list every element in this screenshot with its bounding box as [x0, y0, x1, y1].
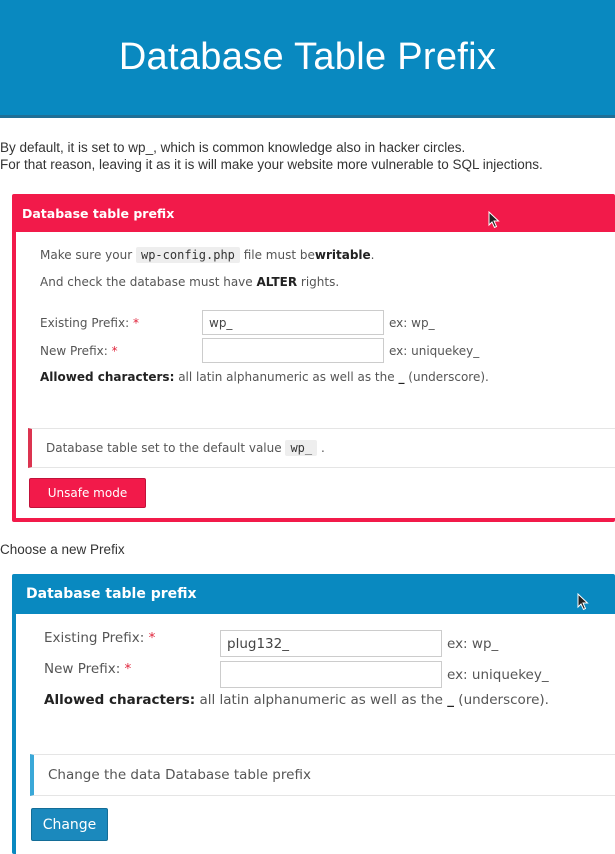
intro-text — [0, 139, 615, 173]
note-text: And check the database must have — [40, 275, 253, 289]
alert-code: wp_ — [285, 440, 317, 456]
intro-line-2: For that reason, leaving it as it is will make your website more vulnerable to SQL injections. — [0, 157, 543, 172]
label-text: Existing Prefix: — [44, 630, 145, 646]
unsafe-prefix-panel — [12, 194, 615, 522]
required-mark: * — [132, 316, 139, 330]
config-file-code: wp-config.php — [136, 247, 240, 263]
panel-header — [12, 194, 615, 232]
note-text: Make sure your — [40, 248, 133, 262]
change-button[interactable]: Change — [31, 808, 108, 841]
choose-prefix-caption: Choose a new Prefix — [0, 542, 125, 557]
underscore-char: _ — [398, 370, 405, 384]
existing-prefix-hint: ex: wp_ — [447, 636, 499, 652]
panel-title: Database table prefix — [22, 205, 175, 221]
existing-prefix-hint: ex: wp_ — [389, 316, 435, 330]
existing-prefix-label — [44, 630, 155, 646]
mouse-pointer-icon — [488, 211, 500, 229]
writable-note — [40, 248, 375, 262]
page-banner — [0, 0, 615, 118]
panel-title: Database table prefix — [26, 586, 197, 602]
allowed-text: all latin alphanumeric as well as the — [178, 370, 395, 384]
allowed-bold: Allowed characters: — [44, 692, 196, 708]
allowed-characters-note — [40, 370, 489, 384]
new-prefix-input[interactable] — [202, 338, 384, 363]
alter-note — [40, 275, 339, 289]
allowed-characters-note — [44, 692, 549, 708]
label-text: New Prefix: — [40, 344, 108, 358]
unsafe-mode-button[interactable]: Unsafe mode — [29, 478, 146, 508]
allowed-text: all latin alphanumeric as well as the — [199, 692, 443, 708]
required-mark: * — [124, 661, 132, 677]
existing-prefix-input[interactable]: plug132_ — [220, 630, 442, 657]
new-prefix-label — [44, 661, 131, 677]
note-text: rights. — [300, 275, 340, 289]
alert-message: Change the data Database table prefix — [48, 767, 311, 783]
note-text: file must be — [243, 248, 315, 262]
new-prefix-hint: ex: uniquekey_ — [389, 344, 480, 358]
alert-text: . — [320, 441, 325, 455]
panel-body — [16, 614, 615, 854]
new-prefix-input[interactable] — [220, 661, 442, 688]
note-bold: ALTER — [256, 275, 298, 289]
default-prefix-alert — [28, 428, 615, 468]
note-bold: writable — [314, 248, 371, 262]
mouse-pointer-icon — [577, 593, 589, 611]
required-mark: * — [148, 630, 156, 646]
label-text: New Prefix: — [44, 661, 121, 677]
intro-line-1: By default, it is set to wp_, which is common knowledge also in hacker circles. — [0, 140, 466, 155]
panel-body — [16, 232, 615, 518]
allowed-text: (underscore). — [458, 692, 549, 708]
required-mark: * — [111, 344, 118, 358]
panel-header — [12, 574, 615, 614]
allowed-text: (underscore). — [408, 370, 489, 384]
existing-prefix-label — [40, 316, 139, 330]
change-prefix-panel — [12, 574, 615, 854]
alert-text: Database table set to the default value — [46, 441, 282, 455]
allowed-bold: Allowed characters: — [40, 370, 175, 384]
new-prefix-hint: ex: uniquekey_ — [447, 667, 549, 683]
note-text: . — [370, 248, 375, 262]
alert-message — [46, 441, 325, 455]
page-title: Database Table Prefix — [118, 36, 497, 78]
underscore-char: _ — [447, 692, 454, 708]
change-prefix-alert — [30, 754, 615, 796]
label-text: Existing Prefix: — [40, 316, 130, 330]
existing-prefix-input[interactable]: wp_ — [202, 310, 384, 335]
new-prefix-label — [40, 344, 118, 358]
